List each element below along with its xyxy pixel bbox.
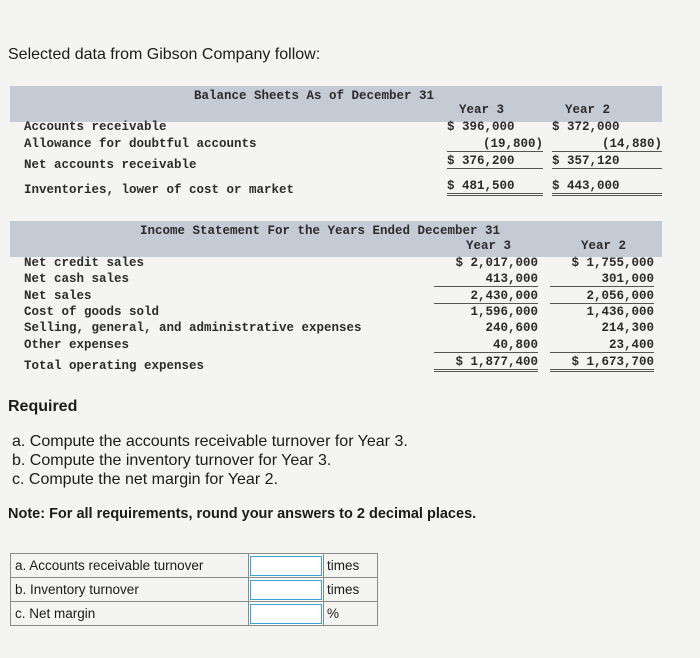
is-cell-y2: 23,400 [550, 338, 654, 353]
answer-input-cell [249, 578, 324, 602]
bs-cell-y3: $ 376,200 [447, 154, 543, 169]
answer-unit: times [324, 554, 378, 578]
inventory-turnover-input[interactable] [250, 580, 322, 600]
is-row-label: Net credit sales [24, 256, 145, 270]
is-row-label: Selling, general, and administrative expenses [24, 321, 362, 335]
is-row-label: Net sales [24, 289, 92, 303]
is-cell-y2: 301,000 [550, 272, 654, 287]
answer-row [11, 602, 378, 626]
is-cell-y3: 240,600 [485, 321, 538, 335]
answer-unit: times [324, 578, 378, 602]
is-cell-y3: 40,800 [434, 338, 538, 353]
is-cell-y3: $ 2,017,000 [455, 256, 538, 270]
balance-sheet-table [10, 86, 662, 204]
answer-label: b. Inventory turnover [11, 578, 249, 602]
is-cell-y3: 2,430,000 [434, 289, 538, 304]
bs-cell-y3: (19,800) [447, 137, 543, 152]
net-margin-input[interactable] [250, 604, 322, 624]
answer-input-cell [249, 602, 324, 626]
bs-cell-y2: $ 357,120 [552, 154, 662, 169]
is-cell-y2: 1,436,000 [586, 305, 654, 319]
bs-cell-y2: $ 443,000 [552, 179, 662, 196]
income-statement-title: Income Statement For the Years Ended December 31 [140, 224, 501, 238]
requirement-a: a. Compute the accounts receivable turnover for Year 3. [12, 433, 408, 450]
answer-label: a. Accounts receivable turnover [11, 554, 249, 578]
is-row-label: Net cash sales [24, 272, 130, 286]
requirement-c: c. Compute the net margin for Year 2. [12, 471, 278, 488]
answer-unit: % [324, 602, 378, 626]
is-cell-y2: 214,300 [601, 321, 654, 335]
bs-row-label: Inventories, lower of cost or market [24, 183, 295, 197]
balance-sheet-year3-header: Year 3 [459, 103, 505, 117]
is-row-label: Cost of goods sold [24, 305, 160, 319]
requirement-b: b. Compute the inventory turnover for Year 3. [12, 452, 332, 469]
income-statement-year2-header: Year 2 [581, 239, 627, 253]
bs-row-label: Accounts receivable [24, 120, 167, 134]
bs-cell-y2: $ 372,000 [552, 120, 620, 134]
bs-row-label: Allowance for doubtful accounts [24, 137, 257, 151]
is-cell-y3: $ 1,877,400 [434, 355, 538, 372]
bs-cell-y3: $ 396,000 [447, 120, 515, 134]
balance-sheet-title: Balance Sheets As of December 31 [194, 89, 435, 103]
answer-row [11, 578, 378, 602]
bs-row-label: Net accounts receivable [24, 158, 197, 172]
is-cell-y2: $ 1,673,700 [550, 355, 654, 372]
bs-cell-y3: $ 481,500 [447, 179, 543, 196]
is-row-label: Total operating expenses [24, 359, 205, 373]
is-row-label: Other expenses [24, 338, 130, 352]
required-heading: Required [8, 398, 78, 415]
bs-cell-y2: (14,880) [552, 137, 662, 152]
answer-input-cell [249, 554, 324, 578]
ar-turnover-input[interactable] [250, 556, 322, 576]
is-cell-y3: 1,596,000 [470, 305, 538, 319]
is-cell-y2: 2,056,000 [550, 289, 654, 304]
answer-row [11, 554, 378, 578]
answer-label: c. Net margin [11, 602, 249, 626]
rounding-note: Note: For all requirements, round your answers to 2 decimal places. [8, 506, 477, 522]
income-statement-year3-header: Year 3 [466, 239, 512, 253]
is-cell-y2: $ 1,755,000 [571, 256, 654, 270]
balance-sheet-year2-header: Year 2 [565, 103, 611, 117]
answer-table [10, 553, 378, 626]
is-cell-y3: 413,000 [434, 272, 538, 287]
intro-text: Selected data from Gibson Company follow: [8, 46, 321, 63]
